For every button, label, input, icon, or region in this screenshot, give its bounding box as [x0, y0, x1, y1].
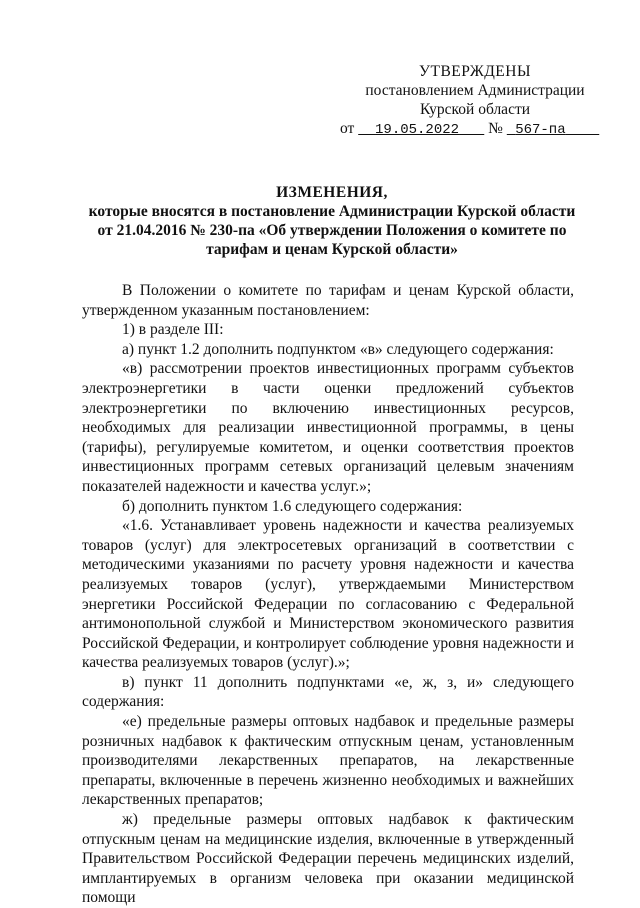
paragraph-6: «1.6. Устанавливает уровень надежности и качества реализуемых товаров (услуг) для электросетевых организаций в соответствии с методическими указаниями по расчету уровня надежности и качества реализуемых товаров (услуг), утверждаемыми Министерством энергетики Российской Федерации по согласованию с Федеральной антимонопольной службой и Министерством экономического развития Российской Федерации, и контролирует соблюдение уровня надежности и качества реализуемых товаров (услуг).»; — [82, 517, 574, 672]
paragraph-4: «в) рассмотрении проектов инвестиционных программ субъектов электроэнергетики в части оценки предложений субъектов электроэнергетики по включению инвестиционных ресурсов, необходимых для реализации инвестиционной программы, в цены (тарифы), регулируемые комитетом, и оценки соответствия проектов инвестиционных программ сетевых организаций целевым значениям показателей надежности и качества услуг.»; — [82, 360, 574, 495]
approval-date — [358, 122, 484, 138]
paragraph-1: В Положении о комитете по тарифам и ценам Курской области, утвержденном указанным постановлением: — [82, 282, 574, 319]
heading-line-2: от 21.04.2016 № 230-па «Об утверждении Положения о комитете по — [97, 222, 567, 239]
approval-title: УТВЕРЖДЕНЫ — [419, 63, 531, 80]
approval-block — [340, 62, 610, 140]
paragraph-2: 1) в разделе III: — [122, 321, 224, 339]
paragraph-5: б) дополнить пунктом 1.6 следующего содержания: — [122, 497, 463, 515]
from-label: от — [340, 120, 355, 137]
number-value: 567-па — [515, 122, 566, 138]
heading-line-1: которые вносятся в постановление Администрации Курской области — [88, 203, 576, 220]
document-heading — [72, 183, 592, 259]
approval-number — [507, 122, 599, 138]
number-label: № — [488, 120, 503, 137]
heading-line-3: тарифам и ценам Курской области» — [206, 241, 458, 258]
approval-line-2: Курской области — [419, 101, 531, 118]
document-body — [82, 281, 574, 908]
paragraph-8: «е) предельные размеры оптовых надбавок и предельные размеры розничных надбавок к фактическим отпускным ценам, установленным производителями лекарственных препаратов, на лекарственные препараты, включенные в перечень жизненно необходимых и важнейших лекарственных препаратов; — [82, 713, 574, 809]
approval-line-1: постановлением Администрации — [365, 82, 585, 99]
paragraph-9: ж) предельные размеры оптовых надбавок к фактическим отпускным ценам на медицинские изделия, включенные в утвержденный Правительством Российской Федерации перечень медицинских изделий, имплантируемых в организм человека при оказании медицинской помощи — [82, 811, 574, 907]
approval-date-line — [340, 119, 610, 140]
date-value: 19.05.2022 — [375, 122, 460, 138]
paragraph-3: а) пункт 1.2 дополнить подпунктом «в» следующего содержания: — [122, 340, 554, 358]
heading-title: ИЗМЕНЕНИЯ, — [276, 184, 388, 201]
paragraph-7: в) пункт 11 дополнить подпунктами «е, ж, з, и» следующего содержания: — [82, 673, 574, 711]
